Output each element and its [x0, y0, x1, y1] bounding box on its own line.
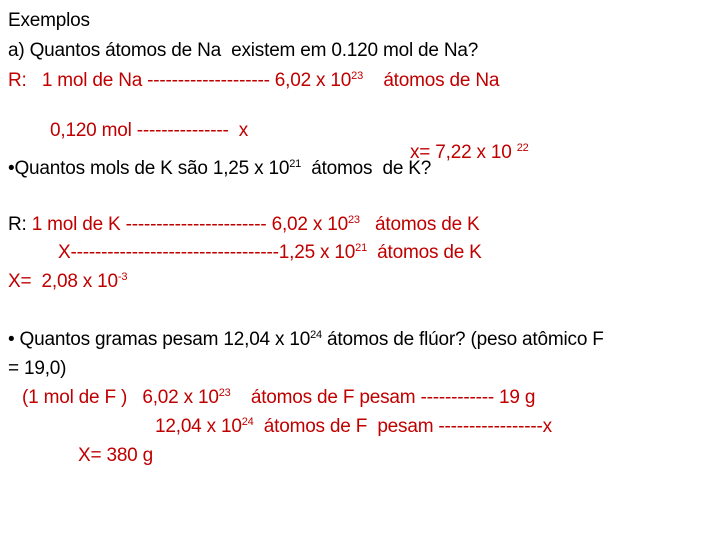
example-c-question-exponent: 24 [310, 329, 322, 341]
example-a-result-text: x= 7,22 x 10 [410, 142, 517, 163]
example-b-answer-line1-exponent: 23 [347, 214, 360, 226]
example-b-answer-line1-suffix: átomos de K [359, 214, 480, 235]
page-heading: Exemplos [8, 10, 90, 31]
example-c-answer-line2-suffix: átomos de F pesam -----------------x [253, 416, 552, 437]
example-c-answer-line1-exponent: 23 [218, 387, 231, 399]
example-b-question-text: •Quantos mols de K são 1,25 x 10 [8, 158, 290, 179]
example-b-result [8, 271, 127, 293]
example-b-question-suffix: átomos de K? [301, 158, 432, 179]
example-c-question-line2: = 19,0) [8, 358, 67, 379]
example-c-question [8, 329, 604, 351]
example-c-answer-line1-suffix: átomos de F pesam ------------ 19 g [230, 387, 536, 408]
example-b-answer-label: R: [8, 214, 32, 235]
example-c-answer-line1 [22, 387, 535, 409]
example-b-result-text: X= 2,08 x 10 [8, 271, 118, 292]
example-c-answer-line2-exponent: 24 [241, 416, 254, 428]
example-c-question-text: • Quantos gramas pesam 12,04 x 10 [8, 329, 311, 350]
example-b-answer-line2 [58, 242, 482, 264]
example-b-answer-line1-text: 1 mol de K ----------------------- 6,02 x 10 [31, 214, 348, 235]
example-c-answer-line2-text: 12,04 x 10 [155, 416, 242, 437]
example-b-answer-line2-exponent: 21 [355, 242, 368, 254]
example-b-question-exponent: 21 [289, 158, 302, 170]
example-b-answer-line2-suffix: átomos de K [367, 242, 482, 263]
example-a-answer-line1-exponent: 23 [351, 70, 363, 82]
example-b-answer-line2-text: X----------------------------------1,25 x 10 [58, 242, 356, 263]
example-c-answer-line1-text: (1 mol de F ) 6,02 x 10 [22, 387, 219, 408]
example-c-answer-line2 [155, 416, 552, 438]
example-a-answer-line1 [8, 70, 499, 92]
example-b-answer-line1 [8, 214, 480, 236]
example-a-answer-line2-left: 0,120 mol --------------- x [50, 120, 249, 141]
example-c-result: X= 380 g [78, 445, 153, 466]
example-a-answer-line1-suffix: átomos de Na [363, 70, 500, 91]
example-b-result-exponent: -3 [117, 271, 128, 283]
example-a-answer-line1-text: R: 1 mol de Na -------------------- 6,02 x 10 [8, 70, 352, 91]
example-a-result-exponent: 22 [516, 142, 529, 154]
example-a-question: a) Quantos átomos de Na existem em 0.120 mol de Na? [8, 40, 479, 61]
example-c-question-suffix: átomos de flúor? (peso atômico F [321, 329, 604, 350]
example-a-answer-line2 [0, 98, 720, 164]
example-b-question [8, 158, 431, 180]
